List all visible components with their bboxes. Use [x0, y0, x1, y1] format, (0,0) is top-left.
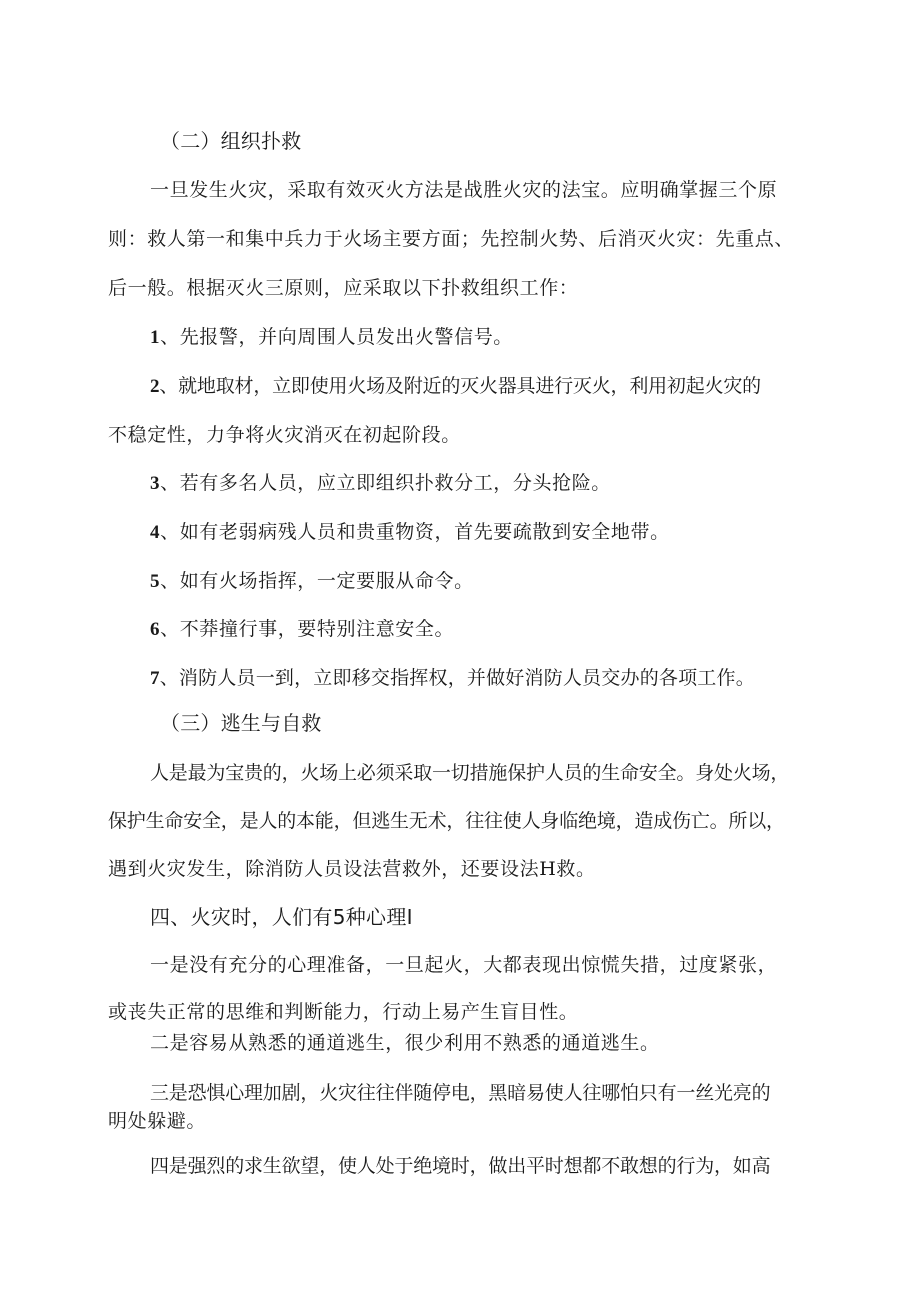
list-item-number: 2 [150, 376, 160, 397]
section-heading-five-psychologies: 四、火灾时，人们有5种心理I [150, 905, 413, 929]
section-heading-organize-firefighting: （二）组织扑救 [160, 129, 302, 153]
list-item [150, 324, 513, 351]
list-item-text: 、如有火场指挥，一定要服从命令。 [160, 570, 474, 592]
paragraph-line: 或丧失正常的思维和判断能力，行动上易产生盲目性。 [108, 1001, 579, 1023]
paragraph-line: 二是容易从熟悉的通道逃生，很少利用不熟悉的通道逃生。 [150, 1032, 660, 1054]
paragraph-line: 遇到火灾发生，除消防人员设法营救外，还要设法H救。 [108, 858, 596, 880]
paragraph-line: 三是恐惧心理加剧，火灾往往伴随停电，黑暗易使人往哪怕只有一丝光亮的 [150, 1082, 771, 1104]
list-item-number: 7 [150, 668, 160, 689]
list-item [150, 519, 670, 546]
list-item-text: 、不莽撞行事，要特别注意安全。 [160, 618, 455, 640]
paragraph-line: 则：救人第一和集中兵力于火场主要方面；先控制火势、后消灭火灾：先重点、 [108, 228, 795, 250]
list-item-number: 5 [150, 571, 161, 592]
paragraph-line: 保护生命安全，是人的本能，但逃生无术，往往使人身临绝境，造成伤亡。所以， [108, 810, 785, 832]
list-item-text: 、消防人员一到，立即移交指挥权，并做好消防人员交办的各项工作。 [159, 667, 755, 689]
paragraph-line: 四是强烈的求生欲望，使人处于绝境时，做出平时想都不敢想的行为，如高 [150, 1155, 771, 1177]
list-item-text: 、先报警，并向周围人员发出火警信号。 [160, 326, 513, 348]
list-item-text: 、就地取材，立即使用火场及附近的灭火器具进行灭火，利用初起火灾的 [159, 375, 761, 397]
list-item-text: 、若有多名人员，应立即组织扑救分工，分头抢险。 [160, 472, 611, 494]
list-item [150, 470, 611, 497]
paragraph-line: 明处躲避。 [108, 1110, 207, 1132]
list-item-text: 、如有老弱病残人员和贵重物资，首先要疏散到安全地带。 [160, 521, 670, 543]
list-item [150, 373, 761, 400]
list-item [150, 616, 454, 643]
list-item-number: 1 [150, 327, 161, 348]
paragraph-line: 一旦发生火灾，采取有效灭火方法是战胜火灾的法宝。应明确掌握三个原 [150, 179, 778, 201]
list-item-continuation: 不稳定性，力争将火灾消灭在初起阶段。 [108, 424, 461, 446]
list-item [150, 665, 755, 692]
section-heading-escape-self-rescue: （三）逃生与自救 [160, 711, 322, 735]
list-item-number: 3 [150, 473, 161, 494]
list-item [150, 568, 474, 595]
paragraph-line: 一是没有充分的心理准备，一旦起火，大都表现出惊慌失措，过度紧张， [150, 954, 778, 976]
paragraph-line: 后一般。根据灭火三原则，应采取以下扑救组织工作： [108, 277, 579, 299]
paragraph-line: 人是最为宝贵的，火场上必须采取一切措施保护人员的生命安全。身处火场， [150, 762, 790, 784]
list-item-number: 6 [150, 619, 161, 640]
list-item-number: 4 [150, 522, 161, 543]
